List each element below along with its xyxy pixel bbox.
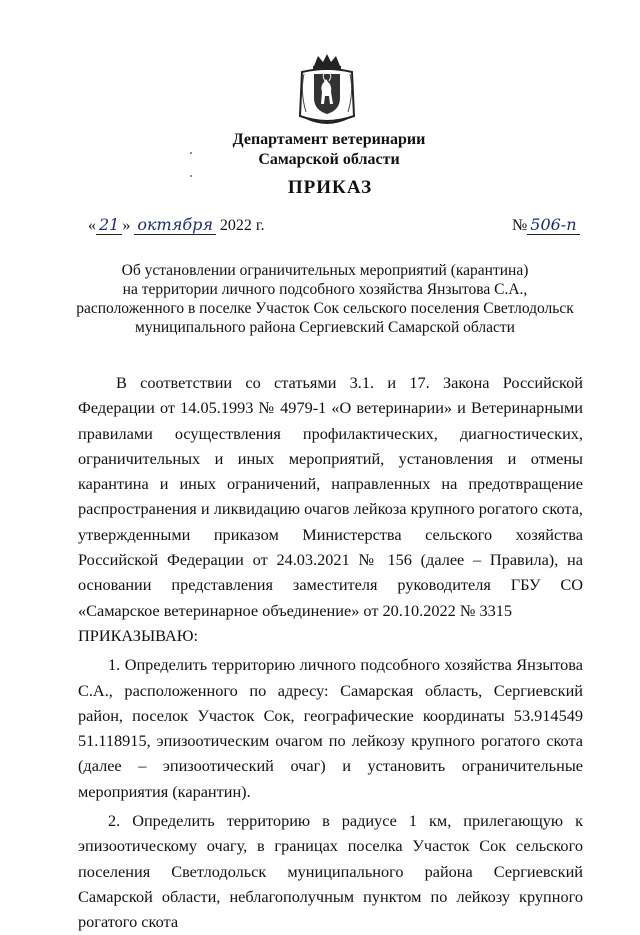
date-month: октября bbox=[134, 215, 216, 235]
subject-line-1: Об установлении ограничительных мероприятий (карантина) bbox=[121, 262, 529, 279]
scan-speck bbox=[190, 152, 192, 154]
coat-of-arms-icon bbox=[296, 52, 358, 128]
date-open-quote: « bbox=[88, 217, 96, 234]
order-item-1: 1. Определить территорию личного подсобного хозяйства Янзытова С.А., расположенного по адресу: Самарская область, Сергиевский район, поселок Участок Сок, географические координаты 53.914549 51.118915, эпизоотическим очагом по лейкозу крупного рогатого скота (далее – эпизоотический очаг) и установить ограничительные мероприятия (карантин). bbox=[78, 655, 583, 801]
department-line-2: Самарской области bbox=[258, 151, 400, 168]
department-name bbox=[0, 130, 640, 170]
document-title-text: ПРИКАЗ bbox=[287, 177, 373, 198]
number-value: 506-п bbox=[527, 215, 579, 235]
order-number bbox=[512, 215, 580, 235]
subject-line-3: расположенного в поселке Участок Сок сельского поселения Светлодольск bbox=[76, 300, 574, 317]
order-word: ПРИКАЗЫВАЮ: bbox=[78, 625, 198, 645]
order-date bbox=[88, 215, 265, 235]
department-line-1: Департамент ветеринарии bbox=[232, 131, 426, 148]
date-close-quote: » bbox=[122, 217, 131, 234]
date-year: 2022 г. bbox=[219, 217, 265, 234]
date-day: 21 bbox=[96, 215, 122, 235]
number-label: № bbox=[512, 217, 528, 234]
scan-speck bbox=[190, 175, 192, 177]
preamble-paragraph: В соответствии со статьями 3.1. и 17. Закона Российской Федерации от 14.05.1993 № 4979-1 «О ветеринарии» и Ветеринарными правилами осуществления профилактических, диагностических, ограничительных и иных мероприятий, установления и отмены карантина и иных ограничений, направленных на предотвращение распространения и ликвидацию очагов лейкоза крупного рогатого скота, утвержденными приказом Министерства сельского хозяйства Российской Федерации от 24.03.2021 № 156 (далее – Правила), на основании представления заместителя руководителя ГБУ СО «Самарское ветеринарное объединение» от 20.10.2022 № 3315 bbox=[78, 373, 583, 620]
order-item-2: 2. Определить территорию в радиусе 1 км, прилегающую к эпизоотическому очагу, в границах поселка Участок Сок сельского поселения Светлодольск муниципального района Сергиевский Самарской области, неблагополучным пунктом по лейкозу крупного рогатого скота bbox=[78, 811, 583, 932]
subject-line-2: на территории личного подсобного хозяйства Янзытова С.А., bbox=[122, 281, 528, 298]
order-body bbox=[78, 370, 583, 935]
order-subject bbox=[70, 261, 580, 337]
subject-line-4: муниципального района Сергиевский Самарской области bbox=[135, 319, 515, 336]
document-title bbox=[0, 177, 640, 199]
